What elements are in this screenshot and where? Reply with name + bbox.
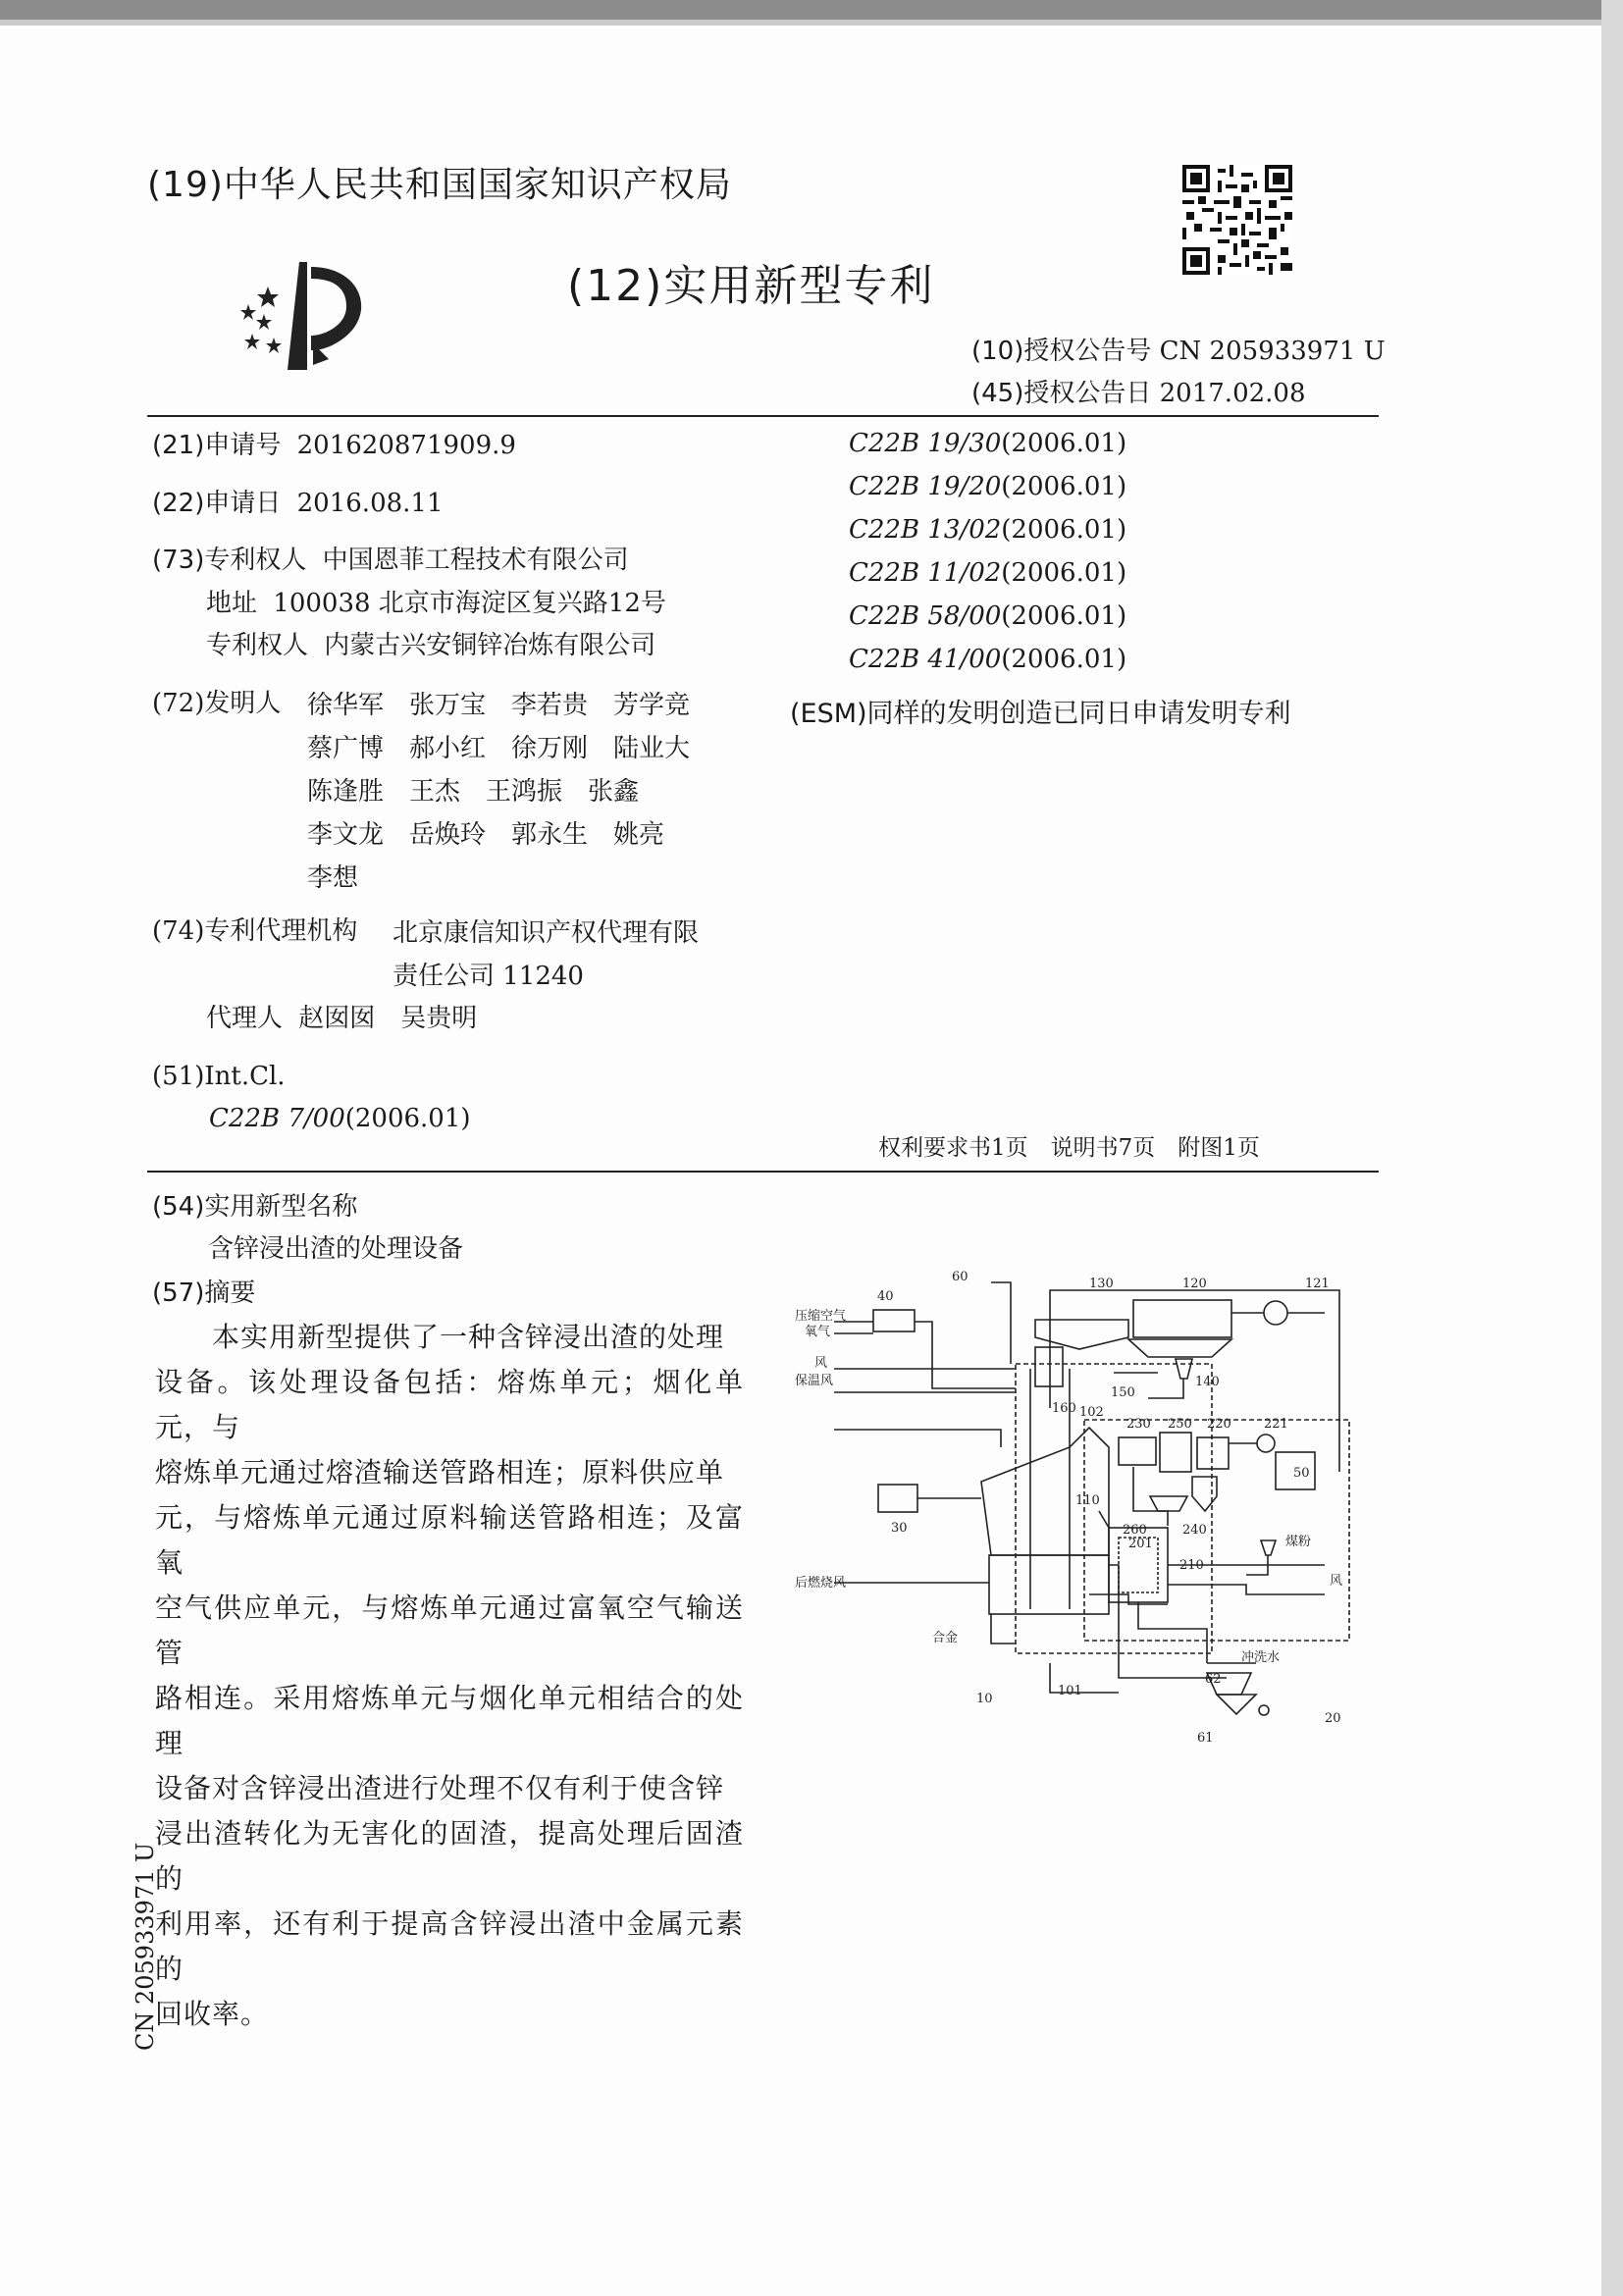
application-number: 201620871909.9: [296, 431, 516, 460]
side-publication-number: CN 205933971 U: [131, 1842, 159, 2051]
svg-text:160: 160: [1052, 1401, 1076, 1416]
furnace-110-bath: [989, 1555, 1109, 1614]
section-rule: [147, 1171, 1379, 1173]
intcl-main: [209, 1099, 471, 1138]
publication-date-label: (45)授权公告日: [971, 379, 1152, 408]
equipment-220: [1197, 1437, 1229, 1469]
svg-text:210: 210: [1179, 1558, 1204, 1573]
intcl-label: (51)Int.Cl.: [152, 1062, 286, 1091]
svg-text:62: 62: [1205, 1672, 1222, 1687]
svg-text:150: 150: [1111, 1385, 1135, 1400]
application-date-label: (22)申请日: [152, 489, 282, 518]
smelting-unit-boundary: [1016, 1364, 1212, 1653]
svg-text:101: 101: [1058, 1684, 1082, 1698]
abstract-text: [155, 1315, 744, 2037]
header-rule: [147, 415, 1379, 417]
svg-text:221: 221: [1264, 1417, 1288, 1432]
agency-line: 责任公司 11240: [393, 962, 584, 991]
inventor-line: 陈逢胜 王杰 王鸿振 张鑫: [307, 777, 640, 807]
abstract-line: 空气供应单元，与熔炼单元通过富氧空气输送管: [155, 1592, 744, 1669]
hopper-260: [1150, 1496, 1187, 1511]
hopper-140: [1176, 1359, 1192, 1379]
utility-model-title: 含锌浸出渣的处理设备: [208, 1234, 464, 1264]
svg-text:220: 220: [1207, 1417, 1231, 1432]
publication-date-row: [971, 374, 1306, 413]
slag-bin-61: [1217, 1695, 1256, 1714]
scan-top-band-light: [0, 20, 1623, 26]
svg-text:230: 230: [1126, 1417, 1151, 1432]
label-wind: 风: [814, 1356, 828, 1371]
svg-text:50: 50: [1293, 1466, 1310, 1481]
equipment-120-hopper: [1128, 1339, 1231, 1357]
agency-line: 北京康信知识产权代理有限: [393, 918, 700, 948]
patentee2-label: 专利权人: [206, 631, 309, 660]
equipment-120: [1133, 1300, 1231, 1337]
agency-label: (74)专利代理机构: [152, 916, 358, 946]
office-heading: (19)中华人民共和国国家知识产权局: [147, 165, 732, 205]
svg-text:260: 260: [1123, 1523, 1147, 1538]
process-flow-diagram: [795, 1271, 1384, 1800]
inventor-line: 李文龙 岳焕玲 郭永生 姚亮: [307, 820, 665, 850]
equipment-250: [1160, 1433, 1191, 1472]
label-warm-wind: 保温风: [795, 1374, 834, 1388]
abstract-line: 熔炼单元通过熔渣输送管路相连；原料供应单: [155, 1456, 725, 1488]
svg-text:40: 40: [877, 1289, 894, 1304]
agent-row: [206, 999, 477, 1038]
abstract-line: 元，与熔炼单元通过原料输送管路相连；及富氧: [155, 1501, 744, 1579]
ipc-entry: C22B 58/00(2006.01): [849, 601, 1127, 631]
svg-text:250: 250: [1168, 1417, 1192, 1432]
svg-text:10: 10: [976, 1692, 993, 1706]
unit-30: [878, 1485, 917, 1512]
publication-date: 2017.02.08: [1159, 379, 1306, 408]
patentee-row: [152, 541, 629, 580]
svg-text:130: 130: [1089, 1277, 1114, 1291]
label-wind-2: 风: [1330, 1574, 1343, 1589]
svg-text:140: 140: [1195, 1375, 1220, 1389]
abstract-label: (57)摘要: [152, 1278, 256, 1308]
scan-top-band: [0, 0, 1623, 20]
ipc-entry: C22B 19/30(2006.01): [849, 429, 1127, 458]
inventor-line: 徐华军 张万宝 李若贵 芳学竞: [307, 691, 691, 720]
agent-label: 代理人: [206, 1004, 284, 1033]
abstract-line: 回收率。: [155, 1998, 270, 2030]
patentee2-name: 内蒙古兴安铜锌冶炼有限公司: [324, 631, 656, 660]
pipe-60: [991, 1282, 1011, 1364]
intcl-main-version: (2006.01): [344, 1104, 471, 1133]
abstract-line: 本实用新型提供了一种含锌浸出渣的处理: [155, 1321, 725, 1353]
intcl-main-code: C22B 7/00: [209, 1104, 345, 1133]
ipc-entry: C22B 13/02(2006.01): [849, 515, 1127, 545]
application-date-row: [152, 484, 444, 523]
slag-pile: [1259, 1705, 1269, 1715]
label-oxygen: 氧气: [805, 1325, 831, 1339]
application-date: 2016.08.11: [296, 489, 444, 518]
svg-text:240: 240: [1182, 1523, 1207, 1538]
label-wash-water: 冲洗水: [1241, 1650, 1281, 1665]
inventors-label: (72)发明人: [152, 689, 282, 718]
scan-right-edge: [1601, 0, 1623, 2296]
application-number-label: (21)申请号: [152, 431, 282, 460]
address-label: 地址: [206, 589, 258, 618]
abstract-line: 浸出渣转化为无害化的固渣，提高处理后固渣的: [155, 1817, 744, 1895]
application-number-row: [152, 426, 516, 465]
qr-code-icon: [1182, 165, 1292, 275]
page-counts: 权利要求书1页 说明书7页 附图1页: [878, 1135, 1260, 1161]
svg-text:121: 121: [1305, 1277, 1330, 1291]
agency-name: [393, 912, 699, 998]
unit-40: [873, 1310, 915, 1331]
publication-number-label: (10)授权公告号: [971, 337, 1152, 366]
publication-number-row: [971, 332, 1386, 371]
publication-number: CN 205933971 U: [1159, 337, 1386, 366]
inventor-line: 蔡广博 郝小红 徐万刚 陆业大: [307, 734, 691, 763]
fan-121: [1264, 1301, 1287, 1325]
svg-text:20: 20: [1325, 1711, 1341, 1726]
label-alloy: 合金: [932, 1631, 959, 1645]
svg-text:102: 102: [1079, 1405, 1104, 1420]
coal-hopper: [1261, 1540, 1276, 1555]
address: 100038 北京市海淀区复兴路12号: [273, 589, 666, 618]
cnipa-logo-icon: [231, 257, 378, 375]
lance-160: [1035, 1347, 1063, 1386]
document-type-title: (12)实用新型专利: [567, 261, 935, 311]
inventors-list: [307, 684, 690, 900]
address-row: [206, 584, 666, 623]
svg-text:120: 120: [1182, 1277, 1207, 1291]
label-post-combustion: 后燃烧风: [795, 1576, 847, 1591]
ipc-entry: C22B 11/02(2006.01): [849, 558, 1127, 588]
svg-text:201: 201: [1128, 1537, 1153, 1551]
svg-text:110: 110: [1075, 1493, 1100, 1508]
agents: 赵囡囡 吴贵明: [298, 1004, 478, 1033]
abstract-line: 设备。该处理设备包括：熔炼单元；烟化单元，与: [155, 1366, 744, 1443]
svg-text:61: 61: [1197, 1731, 1214, 1746]
title-label: (54)实用新型名称: [152, 1192, 358, 1222]
label-compressed-air: 压缩空气: [795, 1309, 847, 1324]
patentee-label: (73)专利权人: [152, 546, 307, 575]
patentee-name: 中国恩菲工程技术有限公司: [322, 546, 629, 575]
cyclone-240: [1192, 1477, 1217, 1511]
ipc-entry: C22B 19/20(2006.01): [849, 472, 1127, 501]
abstract-line: 路相连。采用熔炼单元与烟化单元相结合的处理: [155, 1682, 744, 1759]
label-coal: 煤粉: [1285, 1535, 1312, 1549]
ipc-entry: C22B 41/00(2006.01): [849, 645, 1127, 674]
ipc-list: [849, 422, 1126, 681]
esm-note: (ESM)同样的发明创造已同日申请发明专利: [790, 699, 1291, 729]
fan-221: [1257, 1435, 1275, 1452]
svg-text:30: 30: [891, 1521, 908, 1536]
abstract-line: 设备对含锌浸出渣进行处理不仅有利于使含锌: [155, 1772, 725, 1804]
abstract-line: 利用率，还有利于提高含锌浸出渣中金属元素的: [155, 1907, 744, 1985]
fig-number: 60: [952, 1271, 969, 1284]
equipment-230: [1119, 1437, 1156, 1465]
inventor-line: 李想: [307, 863, 359, 893]
patentee2-row: [206, 626, 655, 665]
